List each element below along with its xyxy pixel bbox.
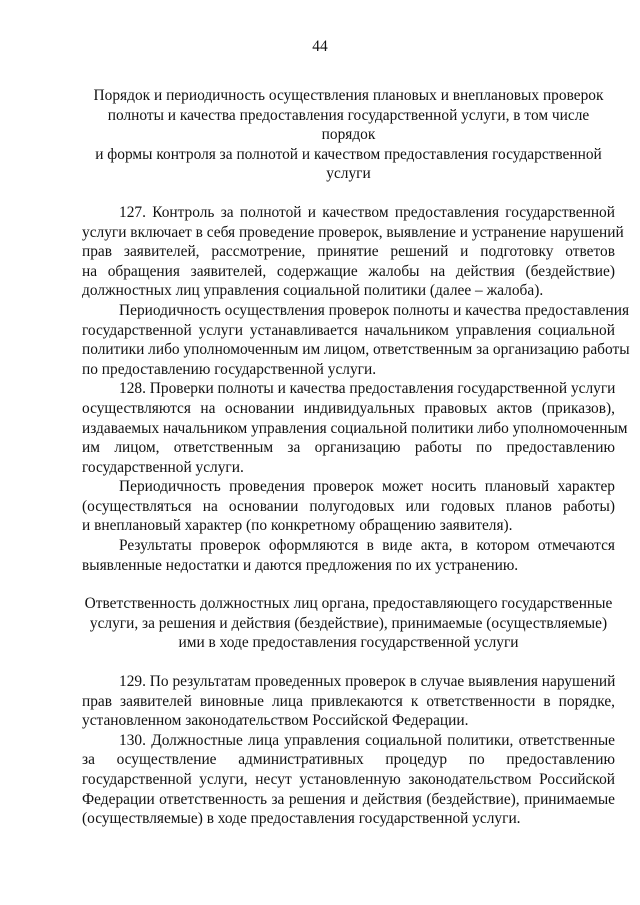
text-line: Федерации ответственность за решения и действия (бездействие), принимаемые xyxy=(82,790,615,808)
heading-line: и формы контроля за полнотой и качеством предоставления государственной xyxy=(95,145,602,163)
paragraph-inspection-results xyxy=(82,536,615,575)
text-line: 130. Должностные лица управления социальной политики, ответственные xyxy=(119,731,615,749)
text-line: выявленные недостатки и даются предложения по их устранению. xyxy=(82,556,519,574)
heading-line: полноты и качества предоставления государственной услуги, в том числе порядок xyxy=(107,106,590,144)
text-line: политики либо уполномоченным им лицом, ответственным за организацию работы xyxy=(82,341,630,359)
text-line: прав заявителей виновные лица привлекаются к ответственности в порядке, xyxy=(82,692,615,710)
text-line: государственной услуги устанавливается начальником управления социальной xyxy=(82,321,615,339)
heading-line: Ответственность должностных лиц органа, предоставляющего государственные xyxy=(84,595,613,613)
section-heading-responsibility xyxy=(82,594,615,653)
heading-line: услуги xyxy=(326,165,371,183)
text-line: Результаты проверок оформляются в виде акта, в котором отмечаются xyxy=(119,537,615,555)
text-line: 127. Контроль за полнотой и качеством предоставления государственной xyxy=(119,203,615,221)
text-line: 129. По результатам проведенных проверок в случае выявления нарушений xyxy=(119,673,616,691)
text-line: осуществляются на основании индивидуальных правовых актов (приказов), xyxy=(82,399,615,417)
text-line: Периодичность проведения проверок может носить плановый характер xyxy=(119,478,615,496)
heading-line: ими в ходе предоставления государственной услуги xyxy=(178,634,519,652)
text-line: издаваемых начальником управления социальной политики либо уполномоченным xyxy=(82,419,628,437)
paragraph-periodicity xyxy=(82,301,630,379)
text-line: им лицом, ответственным за организацию работы по предоставлению xyxy=(82,439,615,457)
paragraph-129 xyxy=(82,672,615,731)
text-line: Периодичность осуществления проверок полноты и качества предоставления xyxy=(119,301,630,319)
paragraph-128 xyxy=(82,379,628,477)
text-line: должностных лиц управления социальной политики (далее – жалоба). xyxy=(82,282,544,300)
paragraph-127 xyxy=(82,203,624,301)
text-line: установленном законодательством Российской Федерации. xyxy=(82,712,469,730)
text-line: (осуществляемые) в ходе предоставления государственной услуги. xyxy=(82,810,521,828)
text-line: государственной услуги. xyxy=(82,458,244,476)
text-line: услуги включает в себя проведение проверок, выявление и устранение нарушений xyxy=(82,223,624,241)
section-heading-inspections xyxy=(82,86,615,184)
heading-line: услуги, за решения и действия (бездействие), принимаемые (осуществляемые) xyxy=(89,614,608,632)
text-line: и внеплановый характер (по конкретному обращению заявителя). xyxy=(82,517,513,535)
text-line: (осуществляться на основании полугодовых или годовых планов работы) xyxy=(82,497,615,515)
document-body xyxy=(82,86,630,829)
text-line: за осуществление административных процедур по предоставлению xyxy=(82,751,615,769)
text-line: по предоставлению государственной услуги. xyxy=(82,360,377,378)
text-line: государственной услуги, несут установленную законодательством Российской xyxy=(82,771,615,788)
text-line: прав заявителей, рассмотрение, принятие решений и подготовку ответов xyxy=(82,243,615,261)
heading-line: Порядок и периодичность осуществления плановых и внеплановых проверок xyxy=(93,87,604,104)
paragraph-130 xyxy=(82,731,615,829)
text-line: 128. Проверки полноты и качества предоставления государственной услуги xyxy=(119,380,616,398)
text-line: на обращения заявителей, содержащие жалобы на действия (бездействие) xyxy=(82,262,615,280)
paragraph-inspection-character xyxy=(82,477,615,536)
page-number: 44 xyxy=(312,38,328,55)
